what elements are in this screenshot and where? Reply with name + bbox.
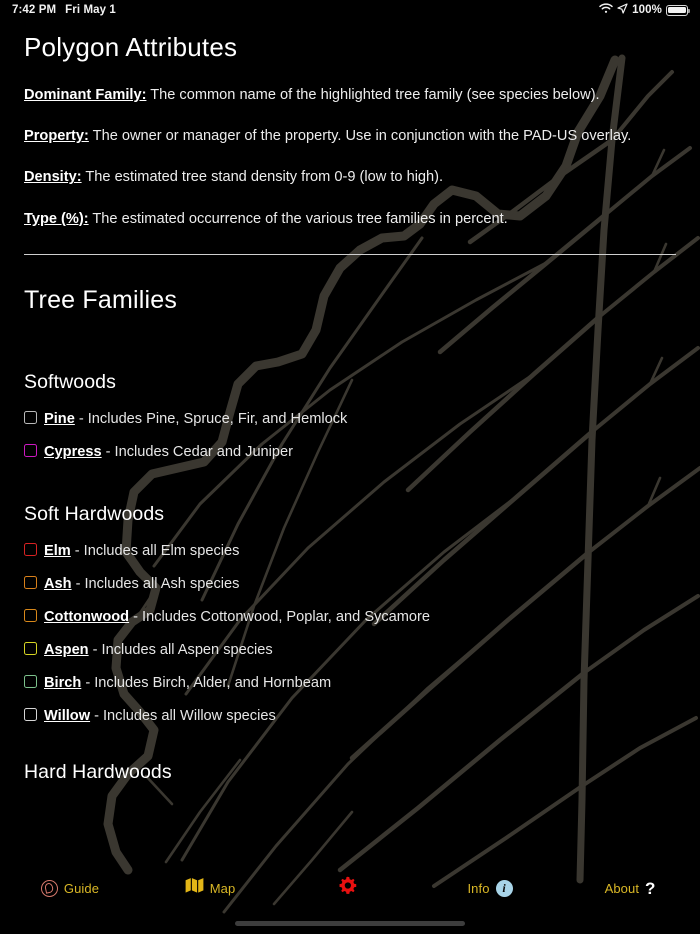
- status-bar-left: [12, 4, 116, 16]
- tab-label-map: Map: [209, 880, 236, 896]
- group-heading-softwoods: Softwoods: [24, 370, 116, 393]
- home-indicator: [235, 921, 465, 926]
- species-name: Pine: [44, 410, 75, 427]
- attribute-density: [24, 168, 676, 186]
- info-circle-icon: i: [496, 880, 513, 897]
- attribute-term: Property:: [24, 128, 89, 145]
- species-row-birch[interactable]: [24, 675, 676, 691]
- species-name: Birch: [44, 674, 82, 691]
- tab-settings[interactable]: [280, 866, 420, 910]
- species-description: - Includes all Willow species: [94, 707, 276, 724]
- species-row-cypress[interactable]: [24, 444, 676, 460]
- species-description: - Includes all Ash species: [75, 575, 240, 592]
- tab-bar: [0, 866, 700, 910]
- tab-map[interactable]: [140, 866, 280, 910]
- guide-content-scroll[interactable]: [0, 20, 700, 870]
- location-arrow-icon: [617, 3, 628, 17]
- attribute-description: The estimated occurrence of the various tree families in percent.: [88, 210, 508, 227]
- attribute-term: Dominant Family:: [24, 87, 147, 103]
- species-row-cottonwood[interactable]: [24, 609, 676, 625]
- tree-families-heading: Tree Families: [24, 285, 178, 314]
- wifi-icon: [599, 3, 613, 17]
- section-divider: [24, 254, 676, 255]
- status-bar-right: [599, 3, 688, 17]
- attribute-description: The estimated tree stand density from 0-9 (low to high).: [81, 169, 444, 186]
- battery-icon: [666, 5, 688, 16]
- species-checkbox-birch[interactable]: [24, 675, 37, 688]
- species-checkbox-cypress[interactable]: [24, 444, 37, 457]
- species-checkbox-willow[interactable]: [24, 708, 37, 721]
- species-description: - Includes Cottonwood, Poplar, and Sycamore: [133, 608, 431, 625]
- species-name: Cypress: [44, 443, 102, 460]
- species-row-willow[interactable]: [24, 708, 676, 724]
- species-description: - Includes all Elm species: [74, 542, 240, 559]
- tab-about[interactable]: [560, 866, 700, 910]
- species-checkbox-cottonwood[interactable]: [24, 609, 37, 622]
- species-checkbox-ash[interactable]: [24, 576, 37, 589]
- species-name: Cottonwood: [44, 608, 130, 625]
- attribute-term: Type (%):: [24, 210, 89, 227]
- attribute-property: [24, 127, 676, 145]
- status-time: 7:42 PM: [12, 4, 57, 16]
- status-bar: [0, 0, 700, 20]
- attribute-type-percent: [24, 210, 676, 228]
- species-checkbox-pine[interactable]: [24, 411, 37, 424]
- species-description: - Includes Birch, Alder, and Hornbeam: [85, 674, 332, 691]
- species-name: Willow: [44, 707, 91, 724]
- species-name: Elm: [44, 542, 71, 559]
- folded-map-icon: [185, 877, 204, 899]
- group-heading-hard-hardwoods: Hard Hardwoods: [24, 760, 172, 783]
- species-row-pine[interactable]: [24, 411, 676, 427]
- species-row-elm[interactable]: [24, 543, 676, 559]
- species-name: Aspen: [44, 641, 89, 658]
- species-name: Ash: [44, 575, 72, 592]
- battery-percent-label: 100%: [632, 4, 662, 16]
- species-row-aspen[interactable]: [24, 642, 676, 658]
- guide-compass-icon: [41, 880, 58, 897]
- tab-label-about: About: [604, 880, 640, 896]
- species-checkbox-elm[interactable]: [24, 543, 37, 556]
- status-date: Fri May 1: [65, 4, 116, 16]
- tab-label-info: Info: [467, 880, 490, 896]
- species-row-ash[interactable]: [24, 576, 676, 592]
- tab-info[interactable]: [420, 866, 560, 910]
- species-description: - Includes Pine, Spruce, Fir, and Hemlock: [78, 410, 348, 427]
- attribute-description: The owner or manager of the property. Use in conjunction with the PAD-US overlay.: [88, 128, 632, 145]
- tab-label-guide: Guide: [63, 880, 100, 896]
- gear-icon: [338, 876, 357, 900]
- species-description: - Includes all Aspen species: [92, 641, 273, 658]
- attribute-description: The common name of the highlighted tree family (see species below).: [146, 87, 600, 103]
- page-title: Polygon Attributes: [24, 32, 238, 62]
- group-heading-soft-hardwoods: Soft Hardwoods: [24, 502, 165, 525]
- attribute-dominant-family: [24, 86, 676, 104]
- question-mark-icon: ?: [645, 878, 656, 898]
- species-description: - Includes Cedar and Juniper: [105, 443, 294, 460]
- species-checkbox-aspen[interactable]: [24, 642, 37, 655]
- attribute-term: Density:: [24, 169, 82, 186]
- tab-guide[interactable]: [0, 866, 140, 910]
